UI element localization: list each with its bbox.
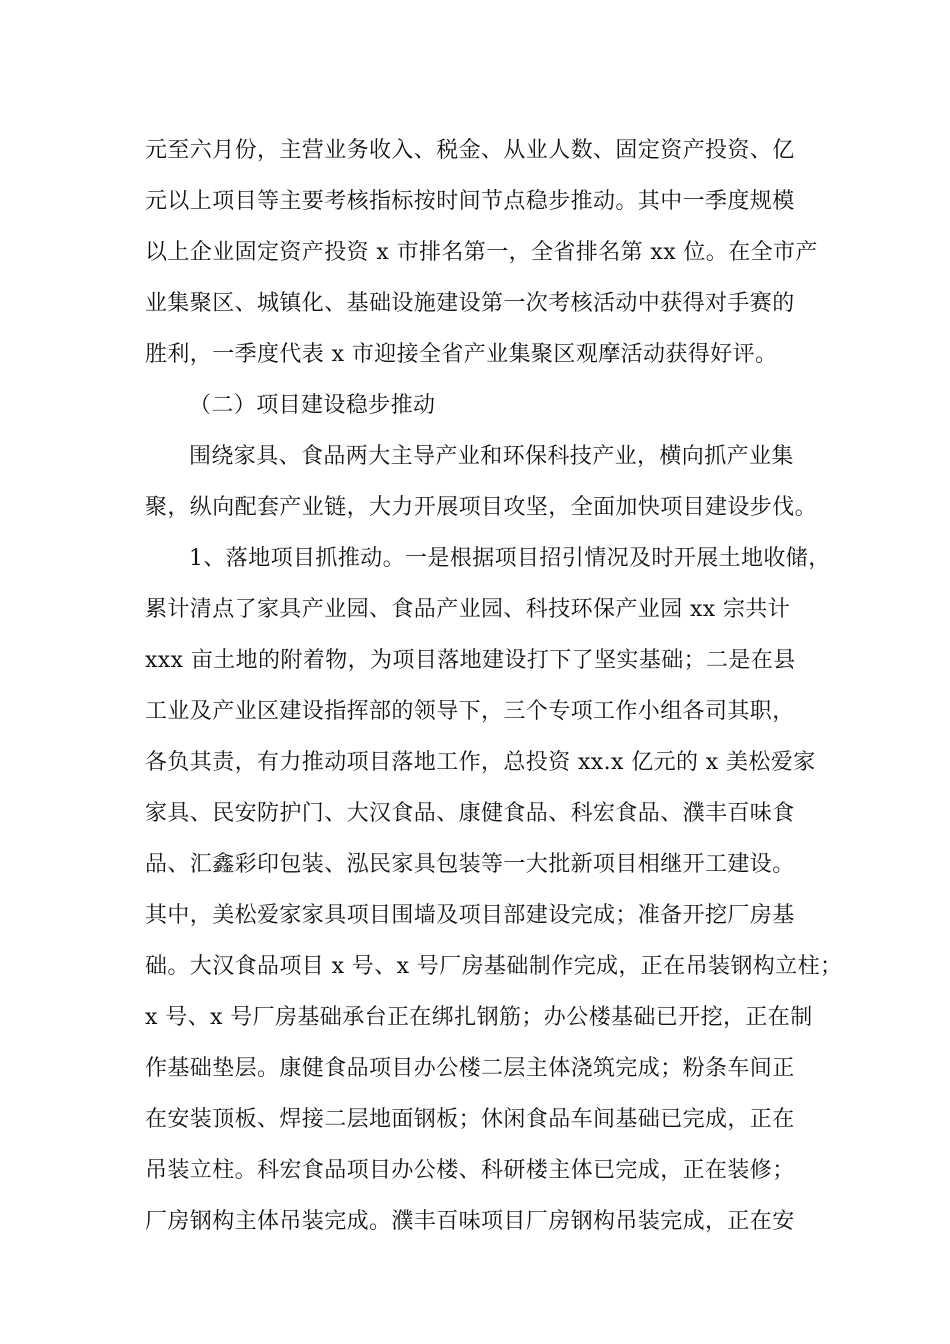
paragraph-line: xxx 亩土地的附着物，为项目落地建设打下了坚实基础；二是在县 bbox=[145, 648, 796, 673]
paragraph-line: 元以上项目等主要考核指标按时间节点稳步推动。其中一季度规模 bbox=[145, 189, 795, 214]
paragraph-line: 元至六月份，主营业务收入、税金、从业人数、固定资产投资、亿 bbox=[145, 138, 795, 163]
paragraph-line: 以上企业固定资产投资 x 市排名第一，全省排名第 xx 位。在全市产 bbox=[145, 240, 818, 265]
paragraph-line: 胜利，一季度代表 x 市迎接全省产业集聚区观摩活动获得好评。 bbox=[145, 342, 778, 367]
paragraph-line: 品、汇鑫彩印包装、泓民家具包装等一大批新项目相继开工建设。 bbox=[145, 852, 795, 877]
paragraph-line: 其中，美松爱家家具项目围墙及项目部建设完成；准备开挖厂房基 bbox=[145, 903, 795, 928]
paragraph-line: 吊装立柱。科宏食品项目办公楼、科研楼主体已完成，正在装修； bbox=[145, 1158, 795, 1183]
paragraph-line: 围绕家具、食品两大主导产业和环保科技产业，横向抓产业集 bbox=[189, 444, 794, 469]
paragraph-line: 厂房钢构主体吊装完成。濮丰百味项目厂房钢构吊装完成，正在安 bbox=[145, 1209, 795, 1234]
paragraph-line: 聚，纵向配套产业链，大力开展项目攻坚，全面加快项目建设步伐。 bbox=[145, 495, 818, 520]
paragraph-line: 家具、民安防护门、大汉食品、康健食品、科宏食品、濮丰百味食 bbox=[145, 801, 795, 826]
paragraph-line: 业集聚区、城镇化、基础设施建设第一次考核活动中获得对手赛的 bbox=[145, 291, 795, 316]
paragraph-line: 各负其责，有力推动项目落地工作，总投资 xx.x 亿元的 x 美松爱家 bbox=[145, 750, 816, 775]
section-heading: （二）项目建设稳步推动 bbox=[189, 393, 436, 418]
paragraph-line: 在安装顶板、焊接二层地面钢板；休闲食品车间基础已完成，正在 bbox=[145, 1107, 795, 1132]
paragraph-line: 础。大汉食品项目 x 号、x 号厂房基础制作完成，正在吊装钢构立柱； bbox=[145, 954, 843, 979]
paragraph-line: 作基础垫层。康健食品项目办公楼二层主体浇筑完成；粉条车间正 bbox=[145, 1056, 795, 1081]
paragraph-line: 工业及产业区建设指挥部的领导下，三个专项工作小组各司其职， bbox=[145, 699, 795, 724]
paragraph-line: 1、落地项目抓推动。一是根据项目招引情况及时开展土地收储， bbox=[189, 546, 831, 571]
paragraph-line: x 号、x 号厂房基础承台正在绑扎钢筋；办公楼基础已开挖，正在制 bbox=[145, 1005, 813, 1030]
paragraph-line: 累计清点了家具产业园、食品产业园、科技环保产业园 xx 宗共计 bbox=[145, 597, 791, 622]
